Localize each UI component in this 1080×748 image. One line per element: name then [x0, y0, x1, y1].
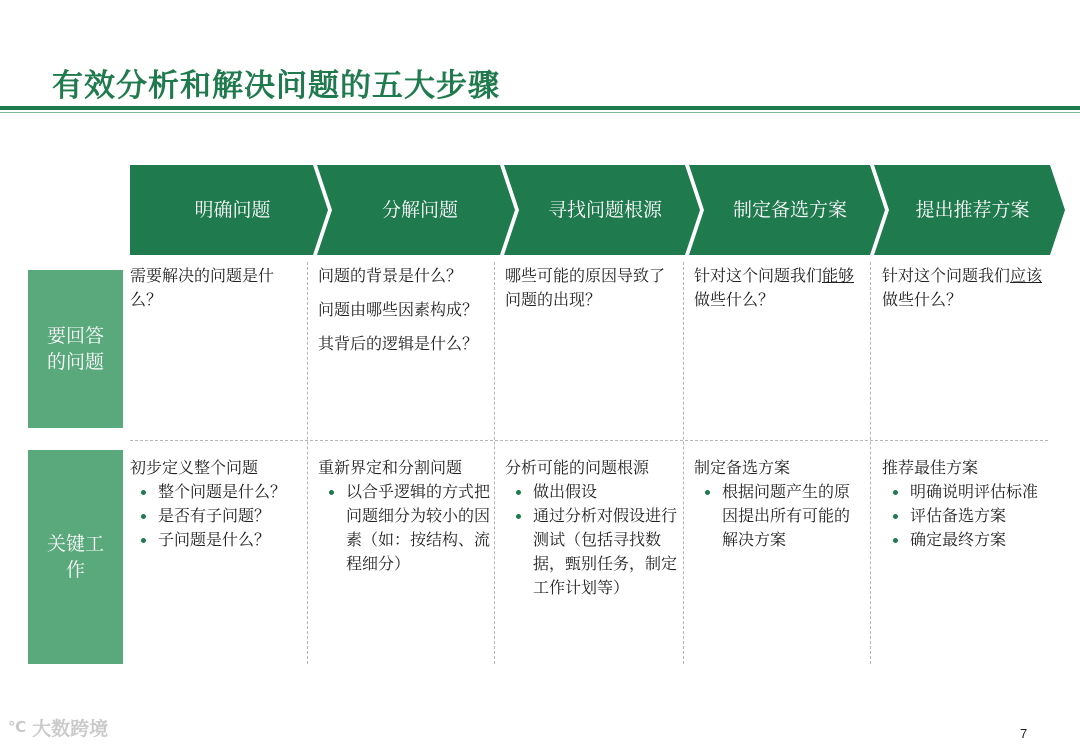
logo-icon: ℃: [8, 718, 27, 736]
row-label-questions: 要回答的问题: [28, 270, 123, 428]
column-divider: [683, 262, 684, 664]
bullet-item: 子问题是什么？: [130, 528, 308, 552]
question-cell-1: 需要解决的问题是什么？: [130, 266, 275, 309]
column-divider: [870, 262, 871, 664]
bullet-item: 明确说明评估标准: [882, 480, 1057, 504]
bullet-item: 整个问题是什么？: [130, 480, 308, 504]
key-work-title: 分析可能的问题根源: [505, 458, 650, 477]
key-work-cell-1: [130, 456, 308, 552]
key-work-title: 初步定义整个问题: [130, 458, 259, 477]
key-work-cell-3: [505, 456, 677, 600]
key-work-title: 推荐最佳方案: [882, 458, 979, 477]
key-work-title: 重新界定和分割问题: [318, 458, 463, 477]
question-cell-3: 哪些可能的原因导致了问题的出现？: [505, 266, 666, 309]
question-cell-5: 针对这个问题我们应该做些什么？: [882, 266, 1043, 309]
key-work-bullets: [882, 480, 1057, 552]
column-divider: [494, 262, 495, 664]
key-work-cell-4: [694, 456, 859, 552]
key-work-title: 制定备选方案: [694, 458, 791, 477]
key-work-bullets: [694, 480, 859, 552]
bullet-item: 通过分析对假设进行测试（包括寻找数据，甄别任务，制定工作计划等）: [505, 504, 677, 600]
question-cell-2: 问题的背景是什么？ 问题由哪些因素构成？ 其背后的逻辑是什么？: [318, 266, 479, 353]
key-work-bullets: [318, 480, 490, 576]
step-label-1: 明确问题: [194, 199, 271, 221]
question-cell-4: 针对这个问题我们能够做些什么？: [694, 266, 855, 309]
bullet-item: 做出假设: [505, 480, 677, 504]
key-work-cell-5: [882, 456, 1057, 552]
watermark-logo: [8, 712, 108, 742]
key-work-bullets: [130, 480, 308, 552]
bullet-item: 评估备选方案: [882, 504, 1057, 528]
process-chevron-bar: [130, 165, 1065, 255]
key-work-cell-2: [318, 456, 490, 576]
page-number: 7: [1020, 726, 1028, 741]
step-label-2: 分解问题: [381, 199, 458, 221]
bullet-item: 确定最终方案: [882, 528, 1057, 552]
logo-text: 大数跨境: [32, 717, 109, 740]
bullet-item: 以合乎逻辑的方式把问题细分为较小的因素（如：按结构、流程细分）: [318, 480, 490, 576]
row-divider: [130, 440, 1048, 441]
step-label-4: 制定备选方案: [732, 199, 847, 221]
page-title: 有效分析和解决问题的五大步骤: [52, 68, 500, 104]
bullet-item: 是否有子问题？: [130, 504, 308, 528]
step-label-5: 提出推荐方案: [915, 199, 1030, 221]
key-work-bullets: [505, 480, 677, 600]
title-rule-thin: [0, 112, 1080, 113]
title-rule: [0, 106, 1080, 110]
step-label-3: 寻找问题根源: [547, 199, 662, 221]
bullet-item: 根据问题产生的原因提出所有可能的解决方案: [694, 480, 859, 552]
row-label-key-work: 关键工作: [28, 450, 123, 664]
